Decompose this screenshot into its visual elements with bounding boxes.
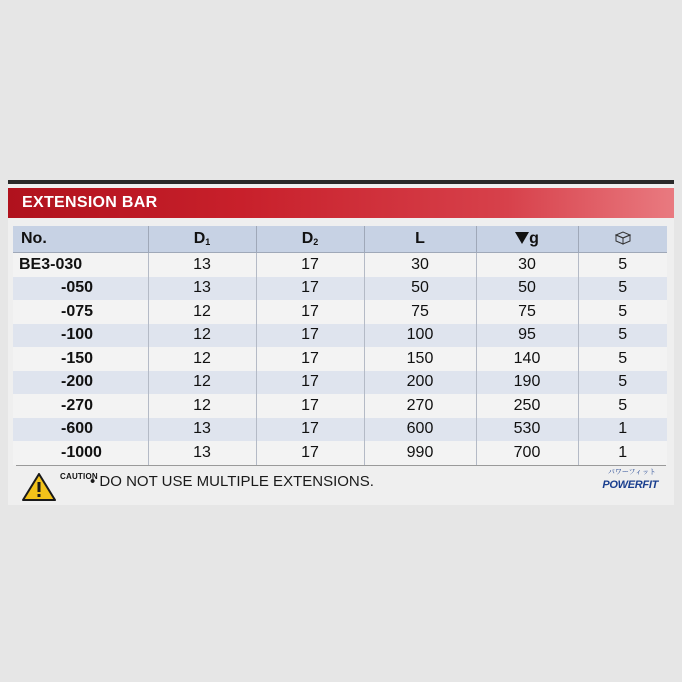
cell-length: 270 — [364, 394, 476, 418]
header-weight: g — [476, 226, 578, 253]
cell-quantity: 5 — [578, 347, 667, 371]
table-row — [13, 300, 667, 324]
cell-quantity: 5 — [578, 324, 667, 348]
header-no: No. — [13, 226, 148, 253]
cell-d2: 17 — [256, 371, 364, 395]
cell-quantity: 5 — [578, 300, 667, 324]
cell-d2: 17 — [256, 277, 364, 301]
cell-part-number: -600 — [13, 418, 148, 442]
cell-weight: 50 — [476, 277, 578, 301]
cell-d2: 17 — [256, 441, 364, 465]
cell-weight: 700 — [476, 441, 578, 465]
cell-quantity: 5 — [578, 371, 667, 395]
caution-label: CAUTION — [60, 472, 98, 481]
cell-length: 150 — [364, 347, 476, 371]
header-d1: $D_1$ — [148, 226, 256, 253]
cell-part-number: -1000 — [13, 441, 148, 465]
cell-weight: 530 — [476, 418, 578, 442]
header-length: L — [364, 226, 476, 253]
cell-part-number: -050 — [13, 277, 148, 301]
cell-d1: 12 — [148, 347, 256, 371]
table-row — [13, 347, 667, 371]
cell-length: 600 — [364, 418, 476, 442]
cell-d1: 12 — [148, 324, 256, 348]
cell-part-number: -150 — [13, 347, 148, 371]
warning-icon — [22, 473, 56, 501]
table-row — [13, 324, 667, 348]
section-title: EXTENSION BAR — [22, 194, 158, 211]
cell-d1: 12 — [148, 300, 256, 324]
cell-length: 50 — [364, 277, 476, 301]
cell-d2: 17 — [256, 347, 364, 371]
table-row — [13, 418, 667, 442]
cell-quantity: 1 — [578, 418, 667, 442]
caution-divider — [16, 465, 666, 466]
table-row — [13, 253, 667, 277]
brand-japanese: パワーフィット — [607, 469, 656, 476]
table-row — [13, 394, 667, 418]
caution-area — [16, 465, 666, 501]
header-d2: $D_2$ — [256, 226, 364, 253]
title-bar — [8, 188, 674, 218]
cell-d2: 17 — [256, 418, 364, 442]
caution-note: • DO NOT USE MULTIPLE EXTENSIONS. — [90, 473, 374, 490]
header-quantity — [578, 226, 667, 253]
cell-d2: 17 — [256, 324, 364, 348]
cell-part-number: -270 — [13, 394, 148, 418]
cell-d1: 13 — [148, 418, 256, 442]
cell-d1: 13 — [148, 441, 256, 465]
cell-length: 30 — [364, 253, 476, 277]
cell-quantity: 5 — [578, 394, 667, 418]
cell-weight: 190 — [476, 371, 578, 395]
triangle-down-icon — [515, 232, 529, 244]
cell-weight: 95 — [476, 324, 578, 348]
cell-weight: 75 — [476, 300, 578, 324]
brand-logo: POWERFIT — [602, 479, 658, 491]
table-row — [13, 441, 667, 465]
cell-part-number: BE3-030 — [13, 253, 148, 277]
spec-sheet — [8, 180, 674, 505]
top-rule — [8, 180, 674, 184]
cell-part-number: -100 — [13, 324, 148, 348]
cell-length: 200 — [364, 371, 476, 395]
cell-length: 75 — [364, 300, 476, 324]
box-icon — [615, 231, 631, 245]
cell-d1: 13 — [148, 277, 256, 301]
cell-length: 990 — [364, 441, 476, 465]
cell-weight: 250 — [476, 394, 578, 418]
cell-d1: 13 — [148, 253, 256, 277]
cell-d2: 17 — [256, 394, 364, 418]
cell-d1: 12 — [148, 394, 256, 418]
table-row — [13, 277, 667, 301]
cell-quantity: 5 — [578, 277, 667, 301]
cell-quantity: 1 — [578, 441, 667, 465]
cell-d1: 12 — [148, 371, 256, 395]
cell-d2: 17 — [256, 300, 364, 324]
spec-table — [13, 226, 667, 465]
cell-part-number: -075 — [13, 300, 148, 324]
cell-d2: 17 — [256, 253, 364, 277]
cell-weight: 30 — [476, 253, 578, 277]
table-row — [13, 371, 667, 395]
cell-part-number: -200 — [13, 371, 148, 395]
table-header-row — [13, 226, 667, 253]
cell-quantity: 5 — [578, 253, 667, 277]
cell-length: 100 — [364, 324, 476, 348]
cell-weight: 140 — [476, 347, 578, 371]
